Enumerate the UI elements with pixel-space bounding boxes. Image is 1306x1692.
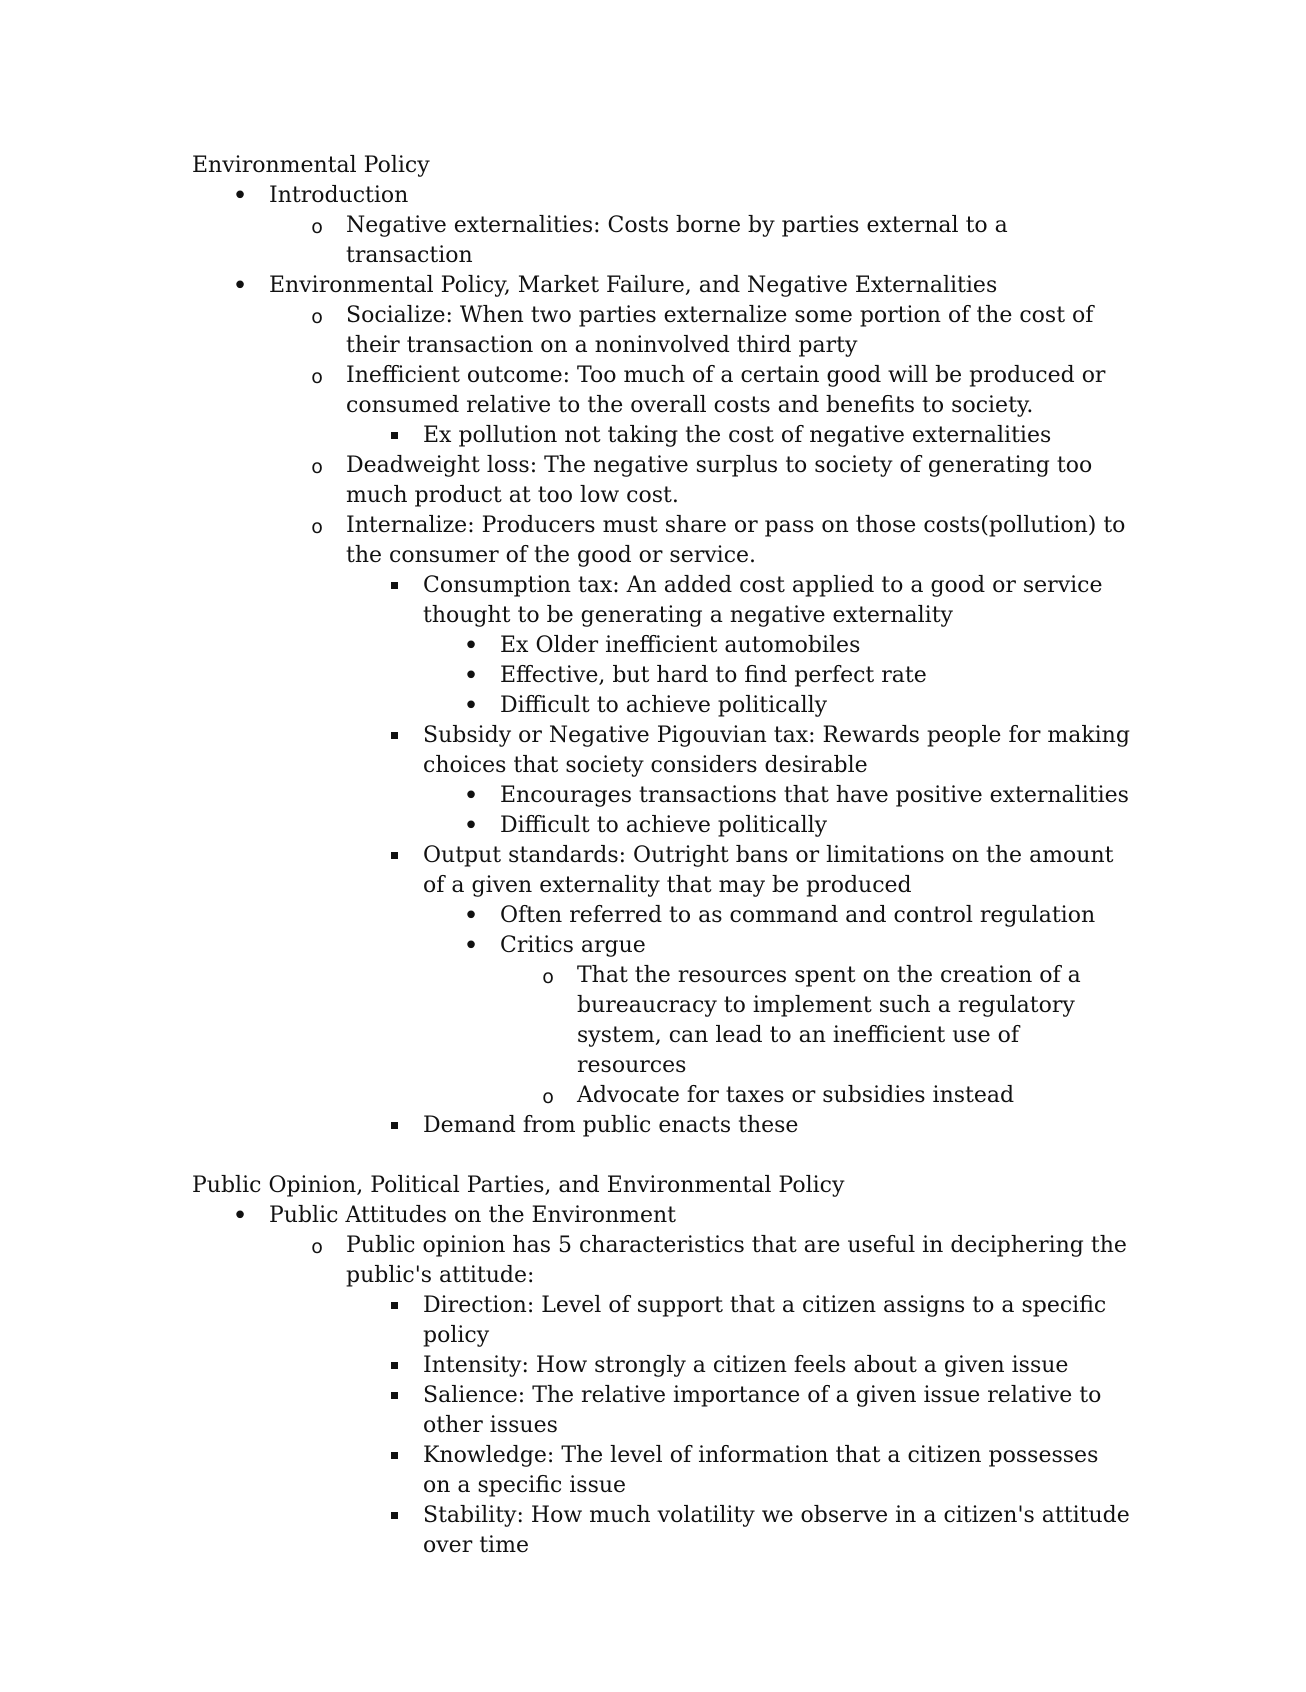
list-item	[192, 1111, 1132, 1141]
list-item	[192, 571, 1132, 631]
list-item-text: Knowledge: The level of information that a citizen possesses on a specific issue	[423, 1443, 1099, 1498]
list-item-text: Often referred to as command and control regulation	[500, 903, 1096, 928]
list-item-text: Intensity: How strongly a citizen feels about a given issue	[423, 1353, 1069, 1378]
bullet-circle-icon	[302, 301, 332, 332]
list-item-text: Encourages transactions that have positive externalities	[500, 783, 1129, 808]
list-item	[192, 511, 1132, 571]
list-item-text: Salience: The relative importance of a given issue relative to other issues	[423, 1383, 1102, 1438]
bullet-disc-icon	[456, 661, 486, 692]
list-item	[192, 781, 1132, 811]
bullet-disc-icon	[225, 1201, 255, 1232]
list-item-text: Negative externalities: Costs borne by parties external to a transaction	[346, 213, 1008, 268]
list-item	[192, 1291, 1132, 1351]
list-item-text: Advocate for taxes or subsidies instead	[577, 1083, 1015, 1108]
list-item	[192, 691, 1132, 721]
list-item	[192, 1231, 1132, 1291]
list-item-text: Deadweight loss: The negative surplus to society of generating too much product at too low cost.	[346, 453, 1093, 508]
list-item	[192, 811, 1132, 841]
bullet-circle-icon	[302, 361, 332, 392]
outline-list	[192, 1201, 1132, 1561]
bullet-disc-icon	[456, 631, 486, 662]
list-item-text: Ex pollution not taking the cost of negative externalities	[423, 423, 1052, 448]
bullet-circle-icon	[533, 1081, 563, 1112]
bullet-square-icon	[379, 1501, 409, 1531]
list-item-text: That the resources spent on the creation of a bureaucracy to implement such a regulatory system, can lead to an inefficient use of resources	[577, 963, 1081, 1078]
list-item-text: Public Attitudes on the Environment	[269, 1203, 676, 1228]
bullet-disc-icon	[456, 931, 486, 962]
list-item-text: Demand from public enacts these	[423, 1113, 799, 1138]
bullet-disc-icon	[225, 271, 255, 302]
list-item	[192, 361, 1132, 421]
list-item-text: Critics argue	[500, 933, 646, 958]
list-item-text: Direction: Level of support that a citizen assigns to a specific policy	[423, 1293, 1107, 1348]
list-item-text: Stability: How much volatility we observe in a citizen's attitude over time	[423, 1503, 1130, 1558]
list-item	[192, 1351, 1132, 1381]
document-page	[192, 151, 1132, 1561]
bullet-square-icon	[379, 841, 409, 871]
bullet-disc-icon	[456, 901, 486, 932]
list-item	[192, 1201, 1132, 1231]
list-item-text: Difficult to achieve politically	[500, 693, 828, 718]
bullet-circle-icon	[533, 961, 563, 992]
bullet-disc-icon	[456, 781, 486, 812]
bullet-square-icon	[379, 1111, 409, 1141]
bullet-circle-icon	[302, 211, 332, 242]
list-item	[192, 961, 1132, 1081]
section-heading-public-opinion: Public Opinion, Political Parties, and Environmental Policy	[192, 1173, 845, 1198]
list-item	[192, 631, 1132, 661]
list-item-text: Environmental Policy, Market Failure, and Negative Externalities	[269, 273, 998, 298]
list-item-text: Subsidy or Negative Pigouvian tax: Rewards people for making choices that society considers desirable	[423, 723, 1130, 778]
bullet-square-icon	[379, 721, 409, 751]
bullet-square-icon	[379, 1381, 409, 1411]
list-item	[192, 901, 1132, 931]
bullet-disc-icon	[456, 691, 486, 722]
list-item-text: Inefficient outcome: Too much of a certain good will be produced or consumed relative to the overall costs and benefits to society.	[346, 363, 1106, 418]
bullet-disc-icon	[456, 811, 486, 842]
list-item	[192, 1441, 1132, 1501]
bullet-circle-icon	[302, 511, 332, 542]
list-item	[192, 841, 1132, 901]
list-item	[192, 301, 1132, 361]
bullet-square-icon	[379, 1291, 409, 1321]
section-spacer	[192, 1141, 1132, 1171]
list-item	[192, 211, 1132, 271]
bullet-circle-icon	[302, 1231, 332, 1262]
list-item	[192, 451, 1132, 511]
list-item-text: Public opinion has 5 characteristics that are useful in deciphering the public's attitude:	[346, 1233, 1127, 1288]
list-item	[192, 421, 1132, 451]
list-item	[192, 271, 1132, 301]
list-item	[192, 931, 1132, 961]
list-item	[192, 1081, 1132, 1111]
list-item-text: Introduction	[269, 183, 409, 208]
list-item	[192, 661, 1132, 691]
bullet-square-icon	[379, 571, 409, 601]
list-item-text: Effective, but hard to find perfect rate	[500, 663, 927, 688]
list-item	[192, 181, 1132, 211]
section-heading-environmental-policy: Environmental Policy	[192, 153, 430, 178]
bullet-disc-icon	[225, 181, 255, 212]
list-item-text: Output standards: Outright bans or limitations on the amount of a given externality that may be produced	[423, 843, 1114, 898]
bullet-square-icon	[379, 421, 409, 451]
list-item	[192, 1501, 1132, 1561]
list-item-text: Ex Older inefficient automobiles	[500, 633, 861, 658]
outline-list	[192, 181, 1132, 1141]
bullet-square-icon	[379, 1351, 409, 1381]
list-item-text: Socialize: When two parties externalize some portion of the cost of their transaction on a noninvolved third party	[346, 303, 1094, 358]
list-item-text: Internalize: Producers must share or pass on those costs(pollution) to the consumer of the good or service.	[346, 513, 1126, 568]
list-item	[192, 721, 1132, 781]
list-item	[192, 1381, 1132, 1441]
bullet-square-icon	[379, 1441, 409, 1471]
bullet-circle-icon	[302, 451, 332, 482]
list-item-text: Difficult to achieve politically	[500, 813, 828, 838]
list-item-text: Consumption tax: An added cost applied to a good or service thought to be generating a negative externality	[423, 573, 1103, 628]
